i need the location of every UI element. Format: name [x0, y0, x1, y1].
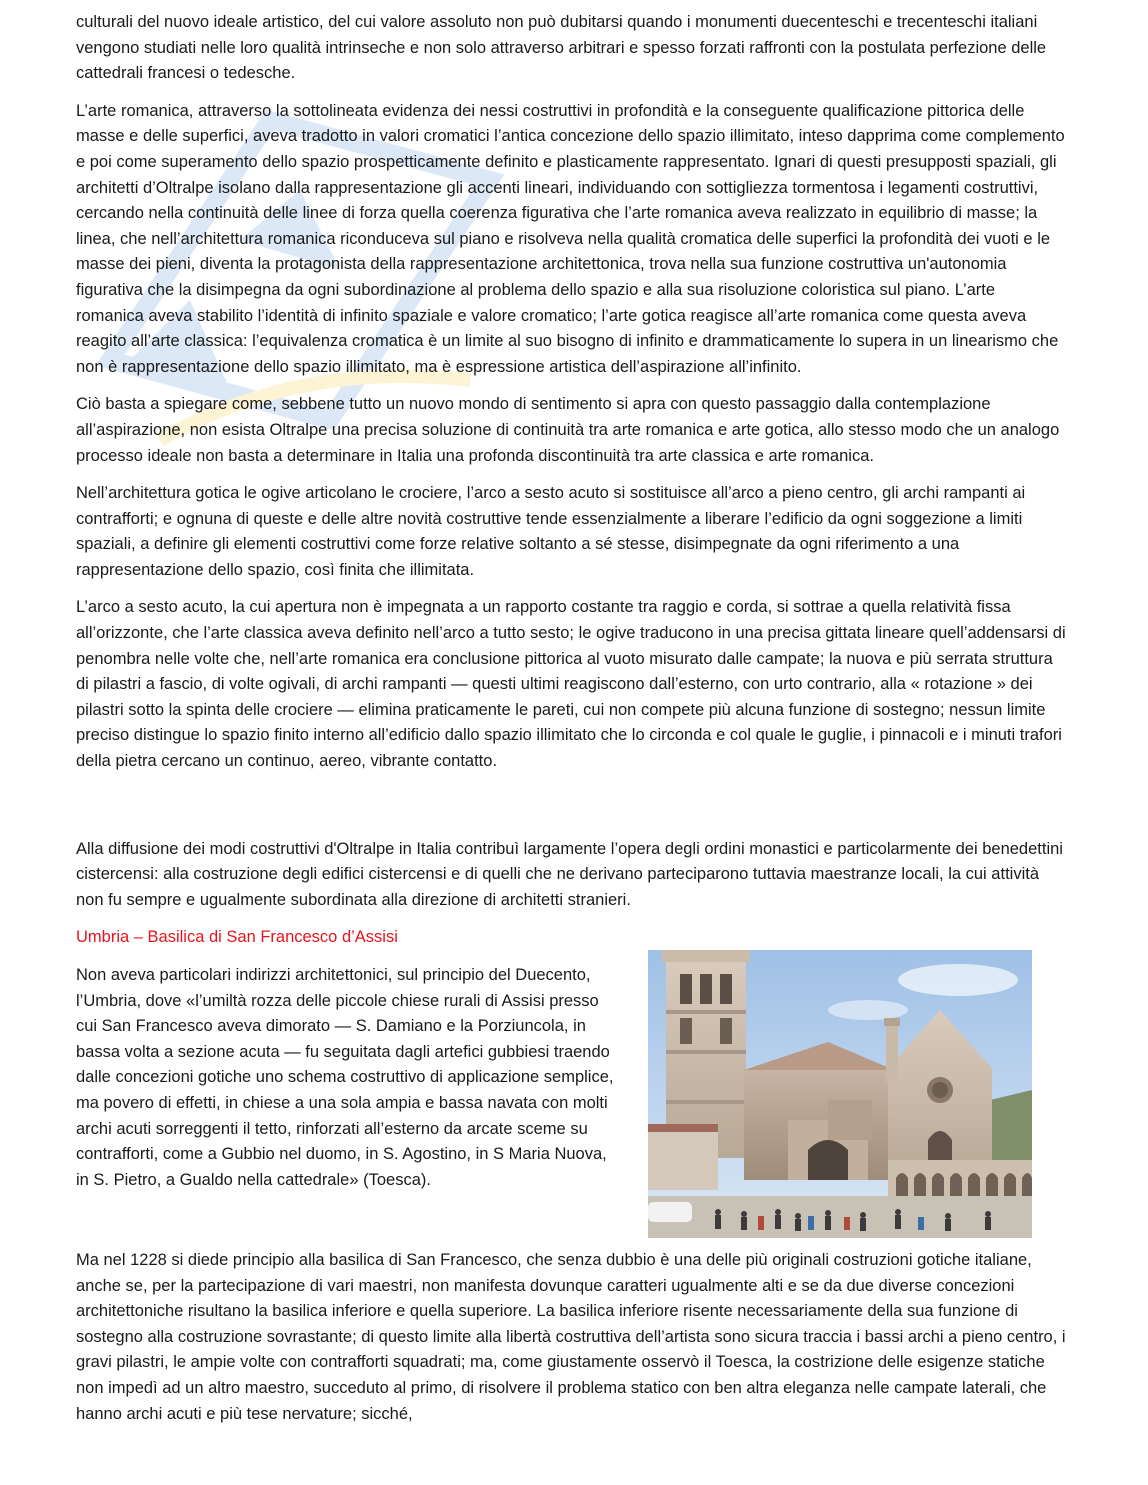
section-gap	[76, 787, 1066, 837]
paragraph-ogive: Nell’architettura gotica le ogive articolano le crociere, l’arco a sesto acuto si sostituisce all’arco a pieno centro, gli archi rampanti ai contrafforti; e ognuna di queste e delle altre novità costruttive tende essenzialmente a liberare l’edificio da ogni soggezione a limiti spaziali, a definire gli elementi costruttivi come forze relative soltanto a sé stesse, disimpegnate da ogni riferimento a una rappresentazione dello spazio, così finita che illimitata.	[76, 484, 1026, 579]
paragraph-basilica-1228: Ma nel 1228 si diede principio alla basilica di San Francesco, che senza dubbio è una delle più originali costruzioni gotiche italiane, anche se, per la partecipazione di vari maestri, non manifesta dovunque caratteri ugualmente alti e se da due diverse concezioni architettoniche risultano la basilica inferiore e quella superiore. La basilica inferiore risente necessariamente della sua funzione di sostegno alla costruzione sovrastante; di questo limite alla libertà costruttiva dell’artista sono sicura traccia i bassi archi a pieno centro, i gravi pilastri, le ampie volte con contrafforti squadrati; ma, come giustamente osservò il Toesca, la costrizione delle esigenze statiche non impedì ad un altro maestro, succeduto al primo, di risolvere il problema statico con ben altra eleganza nelle campate laterali, che hanno archi acuti e più tese nervature; sicché,	[76, 1251, 1066, 1423]
basilica-photo-icon	[648, 950, 1032, 1238]
paragraph-arte-romanica: L’arte romanica, attraverso la sottolineata evidenza dei nessi costruttivi in profondità e la conseguente qualificazione pittorica delle masse e delle superfici, aveva tradotto in valori cromatici l’antica concezione dello spazio illimitato, inteso dapprima come complemento e poi come superamento dello spazio prospetticamente definito e plasticamente rappresentato. Ignari di questi presupposti spaziali, gli architetti d’Oltralpe isolano dalla rappresentazione gli accenti lineari, individuando con sottigliezza tormentosa i legamenti costruttivi, cercando nella continuità delle linee di forza quella coerenza figurativa che l’arte romanica aveva realizzato in equilibrio di masse; la linea, che nell’architettura romanica riconduceva sul piano e risolveva nella qualità cromatica delle superfici la profondità dei vuoti e le masse dei pieni, diventa la protagonista della rappresentazione architettonica, trova nella sua funzione costruttiva un'autonomia figurativa che la disimpegna da ogni subordinazione al problema dello spazio e alla sua risoluzione coloristica sul piano. L’arte romanica aveva stabilito l’identità di infinito spaziale e valore cromatico; l’arte gotica reagisce all’arte romanica come questa aveva reagito all’arte classica: l’equivalenza cromatica è un limite al suo bisogno di infinito e drammaticamente lo supera in un linearismo che non è rappresentazione dello spazio illimitato, ma è espressione artistica dell’aspirazione all’infinito.	[76, 101, 1065, 376]
paragraph-diffusione: Alla diffusione dei modi costruttivi d'Oltralpe in Italia contribuì largamente l’opera degli ordini monastici e particolarmente dei benedettini cistercensi: alla costruzione degli edifici cistercensi e di quelli che ne derivano parteciparono tuttavia maestranze locali, la cui attività non fu sempre e ugualmente subordinata alla direzione di architetti stranieri.	[76, 839, 1063, 909]
paragraph-umbria: Non aveva particolari indirizzi architettonici, sul principio del Duecento, l’Umbria, dove «l’umiltà rozza delle piccole chiese rurali di Assisi presso cui San Francesco aveva dimorato — S. Damiano e la Porziuncola, in bassa volta a sezione acuta — fu seguitata dagli artefici gubbiesi traendo dalle concezioni gotiche uno schema costruttivo di applicazione semplice, ma povero di effetti, in chiese a una sola ampia e bassa navata con molti archi acuti sorreggenti il tetto, rinforzati all’esterno da arcate sceme su contrafforti, come a Gubbio nel duomo, in S. Agostino, in S Maria Nuova, in S. Pietro, a Gualdo nella cattedrale» (Toesca).	[76, 966, 614, 1189]
basilica-photo	[648, 950, 1032, 1238]
paragraph-intro: culturali del nuovo ideale artistico, del cui valore assoluto non può dubitarsi quando i monumenti duecenteschi e trecenteschi italiani vengono studiati nelle loro qualità intrinseche e non solo attraverso arbitrari e spesso forzati raffronti con la postulata perfezione delle cattedrali francesi o tedesche.	[76, 13, 1047, 83]
document-page	[76, 10, 1066, 1439]
paragraph-arco-sesto-acuto: L’arco a sesto acuto, la cui apertura non è impegnata a un rapporto costante tra raggio e corda, si sottrae a quella relatività fissa all’orizzonte, che l’arte classica aveva definito nell’arco a tutto sesto; le ogive traducono in una precisa gittata lineare quell’addensarsi di penombra nelle volte che, nell’arte romanica era conclusione pittorica al vuoto misurato dalle campate; la nuova e più serrata struttura di pilastri a fascio, di volte ogivali, di archi rampanti — questi ultimi reagiscono dall’esterno, con urto contrario, alla « rotazione » dei pilastri sotto la spinta delle crociere — elimina praticamente le pareti, cui non compete più alcuna funzione di sostegno; nessun limite preciso distingue lo spazio finito interno all’edificio dallo spazio illimitato che lo circonda e col quale le guglie, i pinnacoli e i minuti trafori della pietra cercano un continuo, aereo, vibrante contatto.	[76, 598, 1066, 771]
paragraph-continuita: Ciò basta a spiegare come, sebbene tutto un nuovo mondo di sentimento si apra con questo passaggio dalla contemplazione all’aspirazione, non esista Oltralpe una precisa soluzione di continuità tra arte romanica e arte gotica, allo stesso modo che un analogo processo ideale non basta a determinare in Italia una profonda discontinuità tra arte classica e arte romanica.	[76, 395, 1060, 465]
section-heading-umbria: Umbria – Basilica di San Francesco d’Assisi	[76, 928, 398, 947]
